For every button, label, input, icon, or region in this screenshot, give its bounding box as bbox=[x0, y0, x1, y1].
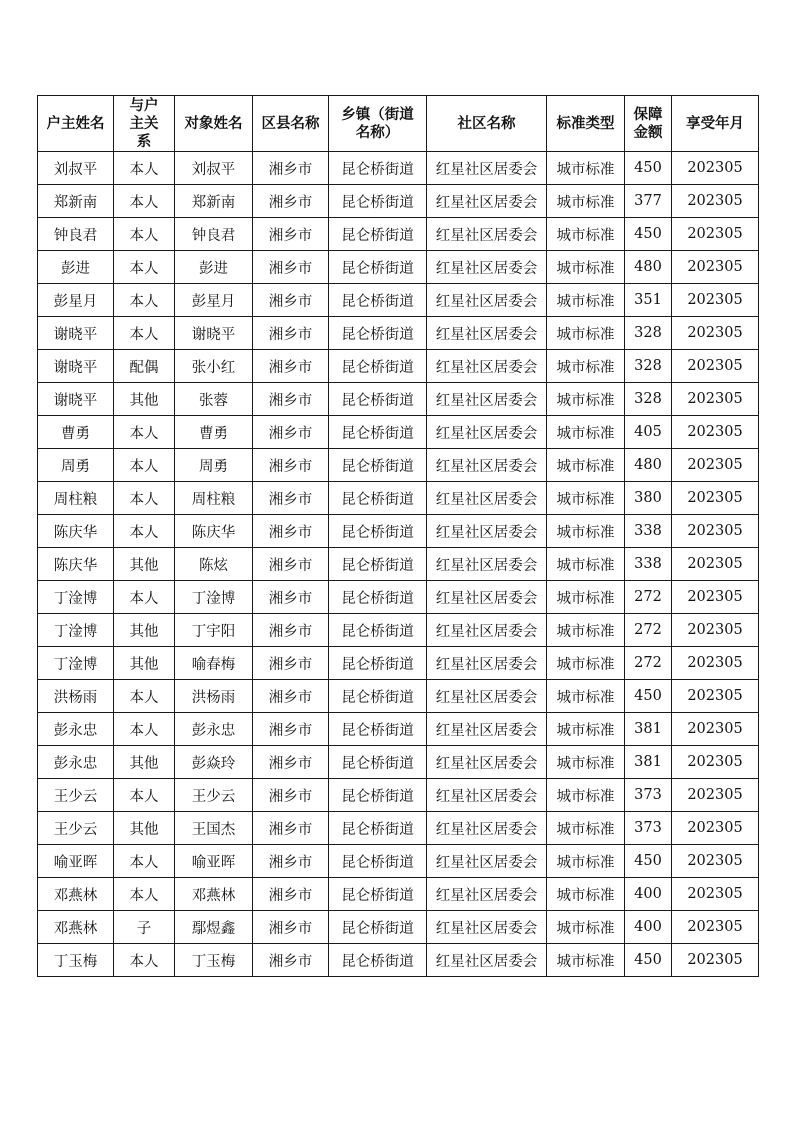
cell-amount: 272 bbox=[625, 581, 672, 614]
cell-township: 昆仑桥街道 bbox=[329, 911, 427, 944]
cell-relation: 其他 bbox=[114, 647, 175, 680]
cell-community: 红星社区居委会 bbox=[427, 284, 547, 317]
cell-community: 红星社区居委会 bbox=[427, 482, 547, 515]
cell-relation: 本人 bbox=[114, 581, 175, 614]
cell-amount: 272 bbox=[625, 647, 672, 680]
cell-month: 202305 bbox=[672, 548, 759, 581]
cell-amount: 405 bbox=[625, 416, 672, 449]
cell-community: 红星社区居委会 bbox=[427, 185, 547, 218]
cell-township: 昆仑桥街道 bbox=[329, 812, 427, 845]
cell-relation: 本人 bbox=[114, 152, 175, 185]
cell-county: 湘乡市 bbox=[253, 284, 329, 317]
table-row bbox=[38, 284, 759, 317]
cell-recipient: 谢晓平 bbox=[175, 317, 253, 350]
cell-month: 202305 bbox=[672, 878, 759, 911]
cell-relation: 本人 bbox=[114, 680, 175, 713]
cell-county: 湘乡市 bbox=[253, 614, 329, 647]
cell-household-head: 谢晓平 bbox=[38, 317, 114, 350]
cell-standard-type: 城市标准 bbox=[547, 416, 625, 449]
cell-county: 湘乡市 bbox=[253, 350, 329, 383]
cell-recipient: 鄢煜鑫 bbox=[175, 911, 253, 944]
cell-county: 湘乡市 bbox=[253, 482, 329, 515]
table-row bbox=[38, 581, 759, 614]
cell-standard-type: 城市标准 bbox=[547, 713, 625, 746]
cell-recipient: 曹勇 bbox=[175, 416, 253, 449]
subsidy-table bbox=[37, 95, 759, 977]
cell-amount: 328 bbox=[625, 317, 672, 350]
cell-community: 红星社区居委会 bbox=[427, 647, 547, 680]
cell-township: 昆仑桥街道 bbox=[329, 482, 427, 515]
table-row bbox=[38, 878, 759, 911]
cell-month: 202305 bbox=[672, 515, 759, 548]
cell-recipient: 喻春梅 bbox=[175, 647, 253, 680]
cell-relation: 本人 bbox=[114, 185, 175, 218]
cell-household-head: 刘叔平 bbox=[38, 152, 114, 185]
cell-month: 202305 bbox=[672, 845, 759, 878]
cell-community: 红星社区居委会 bbox=[427, 449, 547, 482]
cell-county: 湘乡市 bbox=[253, 317, 329, 350]
cell-month: 202305 bbox=[672, 449, 759, 482]
cell-month: 202305 bbox=[672, 713, 759, 746]
cell-household-head: 陈庆华 bbox=[38, 515, 114, 548]
cell-standard-type: 城市标准 bbox=[547, 614, 625, 647]
cell-township: 昆仑桥街道 bbox=[329, 713, 427, 746]
col-header-standard-type: 标准类型 bbox=[547, 96, 625, 152]
cell-township: 昆仑桥街道 bbox=[329, 152, 427, 185]
col-header-community: 社区名称 bbox=[427, 96, 547, 152]
table-header bbox=[38, 96, 759, 152]
cell-household-head: 钟良君 bbox=[38, 218, 114, 251]
cell-county: 湘乡市 bbox=[253, 944, 329, 977]
cell-household-head: 王少云 bbox=[38, 779, 114, 812]
cell-relation: 本人 bbox=[114, 449, 175, 482]
cell-recipient: 刘叔平 bbox=[175, 152, 253, 185]
cell-township: 昆仑桥街道 bbox=[329, 218, 427, 251]
cell-township: 昆仑桥街道 bbox=[329, 680, 427, 713]
cell-amount: 328 bbox=[625, 383, 672, 416]
cell-month: 202305 bbox=[672, 647, 759, 680]
cell-community: 红星社区居委会 bbox=[427, 581, 547, 614]
cell-township: 昆仑桥街道 bbox=[329, 944, 427, 977]
cell-standard-type: 城市标准 bbox=[547, 251, 625, 284]
cell-household-head: 谢晓平 bbox=[38, 383, 114, 416]
cell-household-head: 彭永忠 bbox=[38, 746, 114, 779]
cell-month: 202305 bbox=[672, 680, 759, 713]
cell-township: 昆仑桥街道 bbox=[329, 449, 427, 482]
cell-township: 昆仑桥街道 bbox=[329, 878, 427, 911]
cell-township: 昆仑桥街道 bbox=[329, 845, 427, 878]
cell-county: 湘乡市 bbox=[253, 746, 329, 779]
cell-amount: 381 bbox=[625, 713, 672, 746]
cell-community: 红星社区居委会 bbox=[427, 416, 547, 449]
cell-county: 湘乡市 bbox=[253, 878, 329, 911]
cell-recipient: 彭进 bbox=[175, 251, 253, 284]
cell-recipient: 丁淦博 bbox=[175, 581, 253, 614]
cell-standard-type: 城市标准 bbox=[547, 152, 625, 185]
cell-community: 红星社区居委会 bbox=[427, 614, 547, 647]
cell-community: 红星社区居委会 bbox=[427, 680, 547, 713]
cell-relation: 本人 bbox=[114, 251, 175, 284]
cell-household-head: 彭进 bbox=[38, 251, 114, 284]
cell-month: 202305 bbox=[672, 218, 759, 251]
cell-relation: 本人 bbox=[114, 878, 175, 911]
cell-household-head: 曹勇 bbox=[38, 416, 114, 449]
cell-community: 红星社区居委会 bbox=[427, 515, 547, 548]
cell-amount: 272 bbox=[625, 614, 672, 647]
cell-household-head: 洪杨雨 bbox=[38, 680, 114, 713]
cell-month: 202305 bbox=[672, 350, 759, 383]
cell-household-head: 邓燕林 bbox=[38, 911, 114, 944]
cell-month: 202305 bbox=[672, 284, 759, 317]
cell-relation: 本人 bbox=[114, 944, 175, 977]
cell-relation: 本人 bbox=[114, 284, 175, 317]
cell-amount: 351 bbox=[625, 284, 672, 317]
cell-standard-type: 城市标准 bbox=[547, 185, 625, 218]
cell-township: 昆仑桥街道 bbox=[329, 614, 427, 647]
table-row bbox=[38, 548, 759, 581]
table-row bbox=[38, 218, 759, 251]
cell-household-head: 丁玉梅 bbox=[38, 944, 114, 977]
cell-standard-type: 城市标准 bbox=[547, 812, 625, 845]
cell-recipient: 郑新南 bbox=[175, 185, 253, 218]
table-row bbox=[38, 779, 759, 812]
cell-standard-type: 城市标准 bbox=[547, 317, 625, 350]
cell-county: 湘乡市 bbox=[253, 449, 329, 482]
cell-relation: 本人 bbox=[114, 779, 175, 812]
cell-standard-type: 城市标准 bbox=[547, 746, 625, 779]
cell-month: 202305 bbox=[672, 812, 759, 845]
cell-township: 昆仑桥街道 bbox=[329, 383, 427, 416]
cell-month: 202305 bbox=[672, 746, 759, 779]
cell-county: 湘乡市 bbox=[253, 548, 329, 581]
cell-month: 202305 bbox=[672, 185, 759, 218]
cell-township: 昆仑桥街道 bbox=[329, 350, 427, 383]
table-body bbox=[38, 152, 759, 977]
cell-township: 昆仑桥街道 bbox=[329, 284, 427, 317]
cell-recipient: 王国杰 bbox=[175, 812, 253, 845]
cell-amount: 377 bbox=[625, 185, 672, 218]
cell-relation: 子 bbox=[114, 911, 175, 944]
cell-recipient: 张蓉 bbox=[175, 383, 253, 416]
cell-standard-type: 城市标准 bbox=[547, 680, 625, 713]
cell-township: 昆仑桥街道 bbox=[329, 251, 427, 284]
cell-recipient: 周柱粮 bbox=[175, 482, 253, 515]
cell-amount: 450 bbox=[625, 944, 672, 977]
table-row bbox=[38, 416, 759, 449]
cell-household-head: 谢晓平 bbox=[38, 350, 114, 383]
cell-month: 202305 bbox=[672, 383, 759, 416]
cell-community: 红星社区居委会 bbox=[427, 812, 547, 845]
cell-amount: 338 bbox=[625, 515, 672, 548]
cell-household-head: 丁淦博 bbox=[38, 581, 114, 614]
cell-household-head: 彭星月 bbox=[38, 284, 114, 317]
cell-standard-type: 城市标准 bbox=[547, 779, 625, 812]
cell-household-head: 王少云 bbox=[38, 812, 114, 845]
cell-township: 昆仑桥街道 bbox=[329, 515, 427, 548]
cell-recipient: 张小红 bbox=[175, 350, 253, 383]
cell-county: 湘乡市 bbox=[253, 383, 329, 416]
table-row bbox=[38, 515, 759, 548]
cell-amount: 450 bbox=[625, 680, 672, 713]
cell-community: 红星社区居委会 bbox=[427, 317, 547, 350]
cell-household-head: 周勇 bbox=[38, 449, 114, 482]
cell-recipient: 彭焱玲 bbox=[175, 746, 253, 779]
cell-relation: 其他 bbox=[114, 812, 175, 845]
cell-county: 湘乡市 bbox=[253, 251, 329, 284]
cell-standard-type: 城市标准 bbox=[547, 845, 625, 878]
cell-recipient: 洪杨雨 bbox=[175, 680, 253, 713]
table-row bbox=[38, 746, 759, 779]
cell-relation: 本人 bbox=[114, 482, 175, 515]
table-row bbox=[38, 383, 759, 416]
cell-county: 湘乡市 bbox=[253, 416, 329, 449]
cell-community: 红星社区居委会 bbox=[427, 779, 547, 812]
cell-standard-type: 城市标准 bbox=[547, 911, 625, 944]
cell-county: 湘乡市 bbox=[253, 218, 329, 251]
cell-township: 昆仑桥街道 bbox=[329, 185, 427, 218]
cell-community: 红星社区居委会 bbox=[427, 944, 547, 977]
cell-recipient: 彭星月 bbox=[175, 284, 253, 317]
col-header-amount: 保障金额 bbox=[625, 96, 672, 152]
cell-household-head: 邓燕林 bbox=[38, 878, 114, 911]
cell-township: 昆仑桥街道 bbox=[329, 317, 427, 350]
table-row bbox=[38, 614, 759, 647]
cell-township: 昆仑桥街道 bbox=[329, 416, 427, 449]
cell-community: 红星社区居委会 bbox=[427, 746, 547, 779]
cell-relation: 本人 bbox=[114, 713, 175, 746]
cell-community: 红星社区居委会 bbox=[427, 383, 547, 416]
cell-county: 湘乡市 bbox=[253, 779, 329, 812]
cell-standard-type: 城市标准 bbox=[547, 548, 625, 581]
col-header-relation: 与户主关系 bbox=[114, 96, 175, 152]
table-row bbox=[38, 812, 759, 845]
cell-month: 202305 bbox=[672, 911, 759, 944]
cell-relation: 本人 bbox=[114, 317, 175, 350]
cell-county: 湘乡市 bbox=[253, 680, 329, 713]
cell-relation: 其他 bbox=[114, 746, 175, 779]
cell-township: 昆仑桥街道 bbox=[329, 647, 427, 680]
cell-relation: 本人 bbox=[114, 515, 175, 548]
cell-household-head: 喻亚晖 bbox=[38, 845, 114, 878]
cell-standard-type: 城市标准 bbox=[547, 647, 625, 680]
cell-county: 湘乡市 bbox=[253, 152, 329, 185]
cell-recipient: 丁玉梅 bbox=[175, 944, 253, 977]
cell-county: 湘乡市 bbox=[253, 185, 329, 218]
cell-standard-type: 城市标准 bbox=[547, 581, 625, 614]
cell-county: 湘乡市 bbox=[253, 647, 329, 680]
cell-month: 202305 bbox=[672, 581, 759, 614]
cell-amount: 373 bbox=[625, 812, 672, 845]
cell-amount: 380 bbox=[625, 482, 672, 515]
cell-amount: 381 bbox=[625, 746, 672, 779]
table-row bbox=[38, 845, 759, 878]
cell-community: 红星社区居委会 bbox=[427, 152, 547, 185]
cell-community: 红星社区居委会 bbox=[427, 713, 547, 746]
cell-household-head: 丁淦博 bbox=[38, 647, 114, 680]
cell-month: 202305 bbox=[672, 152, 759, 185]
col-header-township: 乡镇（街道名称） bbox=[329, 96, 427, 152]
cell-recipient: 王少云 bbox=[175, 779, 253, 812]
cell-relation: 本人 bbox=[114, 845, 175, 878]
cell-recipient: 邓燕林 bbox=[175, 878, 253, 911]
table-row bbox=[38, 482, 759, 515]
cell-county: 湘乡市 bbox=[253, 713, 329, 746]
cell-amount: 480 bbox=[625, 251, 672, 284]
cell-recipient: 彭永忠 bbox=[175, 713, 253, 746]
cell-amount: 328 bbox=[625, 350, 672, 383]
table-row bbox=[38, 350, 759, 383]
cell-standard-type: 城市标准 bbox=[547, 218, 625, 251]
col-header-county: 区县名称 bbox=[253, 96, 329, 152]
cell-recipient: 周勇 bbox=[175, 449, 253, 482]
cell-county: 湘乡市 bbox=[253, 581, 329, 614]
table-row bbox=[38, 680, 759, 713]
cell-standard-type: 城市标准 bbox=[547, 449, 625, 482]
cell-community: 红星社区居委会 bbox=[427, 218, 547, 251]
cell-standard-type: 城市标准 bbox=[547, 515, 625, 548]
cell-month: 202305 bbox=[672, 416, 759, 449]
cell-recipient: 陈炫 bbox=[175, 548, 253, 581]
table-row bbox=[38, 251, 759, 284]
cell-amount: 338 bbox=[625, 548, 672, 581]
cell-county: 湘乡市 bbox=[253, 812, 329, 845]
cell-relation: 配偶 bbox=[114, 350, 175, 383]
cell-standard-type: 城市标准 bbox=[547, 350, 625, 383]
col-header-household-head: 户主姓名 bbox=[38, 96, 114, 152]
table-row bbox=[38, 647, 759, 680]
cell-township: 昆仑桥街道 bbox=[329, 746, 427, 779]
cell-household-head: 丁淦博 bbox=[38, 614, 114, 647]
table-row bbox=[38, 317, 759, 350]
cell-standard-type: 城市标准 bbox=[547, 482, 625, 515]
col-header-month: 享受年月 bbox=[672, 96, 759, 152]
cell-household-head: 郑新南 bbox=[38, 185, 114, 218]
cell-month: 202305 bbox=[672, 614, 759, 647]
cell-amount: 450 bbox=[625, 152, 672, 185]
table-row bbox=[38, 713, 759, 746]
cell-standard-type: 城市标准 bbox=[547, 383, 625, 416]
cell-month: 202305 bbox=[672, 779, 759, 812]
cell-standard-type: 城市标准 bbox=[547, 284, 625, 317]
cell-month: 202305 bbox=[672, 317, 759, 350]
cell-recipient: 丁宇阳 bbox=[175, 614, 253, 647]
cell-community: 红星社区居委会 bbox=[427, 350, 547, 383]
cell-community: 红星社区居委会 bbox=[427, 548, 547, 581]
cell-relation: 其他 bbox=[114, 548, 175, 581]
cell-amount: 450 bbox=[625, 845, 672, 878]
table-row bbox=[38, 185, 759, 218]
cell-county: 湘乡市 bbox=[253, 911, 329, 944]
cell-amount: 373 bbox=[625, 779, 672, 812]
table-row bbox=[38, 449, 759, 482]
cell-township: 昆仑桥街道 bbox=[329, 779, 427, 812]
cell-amount: 480 bbox=[625, 449, 672, 482]
cell-amount: 400 bbox=[625, 878, 672, 911]
cell-county: 湘乡市 bbox=[253, 845, 329, 878]
table-row bbox=[38, 152, 759, 185]
header-row bbox=[38, 96, 759, 152]
cell-community: 红星社区居委会 bbox=[427, 251, 547, 284]
cell-community: 红星社区居委会 bbox=[427, 878, 547, 911]
cell-township: 昆仑桥街道 bbox=[329, 548, 427, 581]
cell-month: 202305 bbox=[672, 944, 759, 977]
table-row bbox=[38, 944, 759, 977]
cell-amount: 400 bbox=[625, 911, 672, 944]
cell-month: 202305 bbox=[672, 251, 759, 284]
cell-household-head: 彭永忠 bbox=[38, 713, 114, 746]
cell-community: 红星社区居委会 bbox=[427, 845, 547, 878]
cell-township: 昆仑桥街道 bbox=[329, 581, 427, 614]
col-header-recipient: 对象姓名 bbox=[175, 96, 253, 152]
cell-standard-type: 城市标准 bbox=[547, 944, 625, 977]
cell-recipient: 喻亚晖 bbox=[175, 845, 253, 878]
cell-household-head: 陈庆华 bbox=[38, 548, 114, 581]
cell-recipient: 陈庆华 bbox=[175, 515, 253, 548]
cell-county: 湘乡市 bbox=[253, 515, 329, 548]
cell-recipient: 钟良君 bbox=[175, 218, 253, 251]
cell-relation: 其他 bbox=[114, 383, 175, 416]
cell-standard-type: 城市标准 bbox=[547, 878, 625, 911]
cell-relation: 其他 bbox=[114, 614, 175, 647]
cell-household-head: 周柱粮 bbox=[38, 482, 114, 515]
cell-amount: 450 bbox=[625, 218, 672, 251]
table-row bbox=[38, 911, 759, 944]
cell-month: 202305 bbox=[672, 482, 759, 515]
cell-relation: 本人 bbox=[114, 218, 175, 251]
cell-community: 红星社区居委会 bbox=[427, 911, 547, 944]
cell-relation: 本人 bbox=[114, 416, 175, 449]
